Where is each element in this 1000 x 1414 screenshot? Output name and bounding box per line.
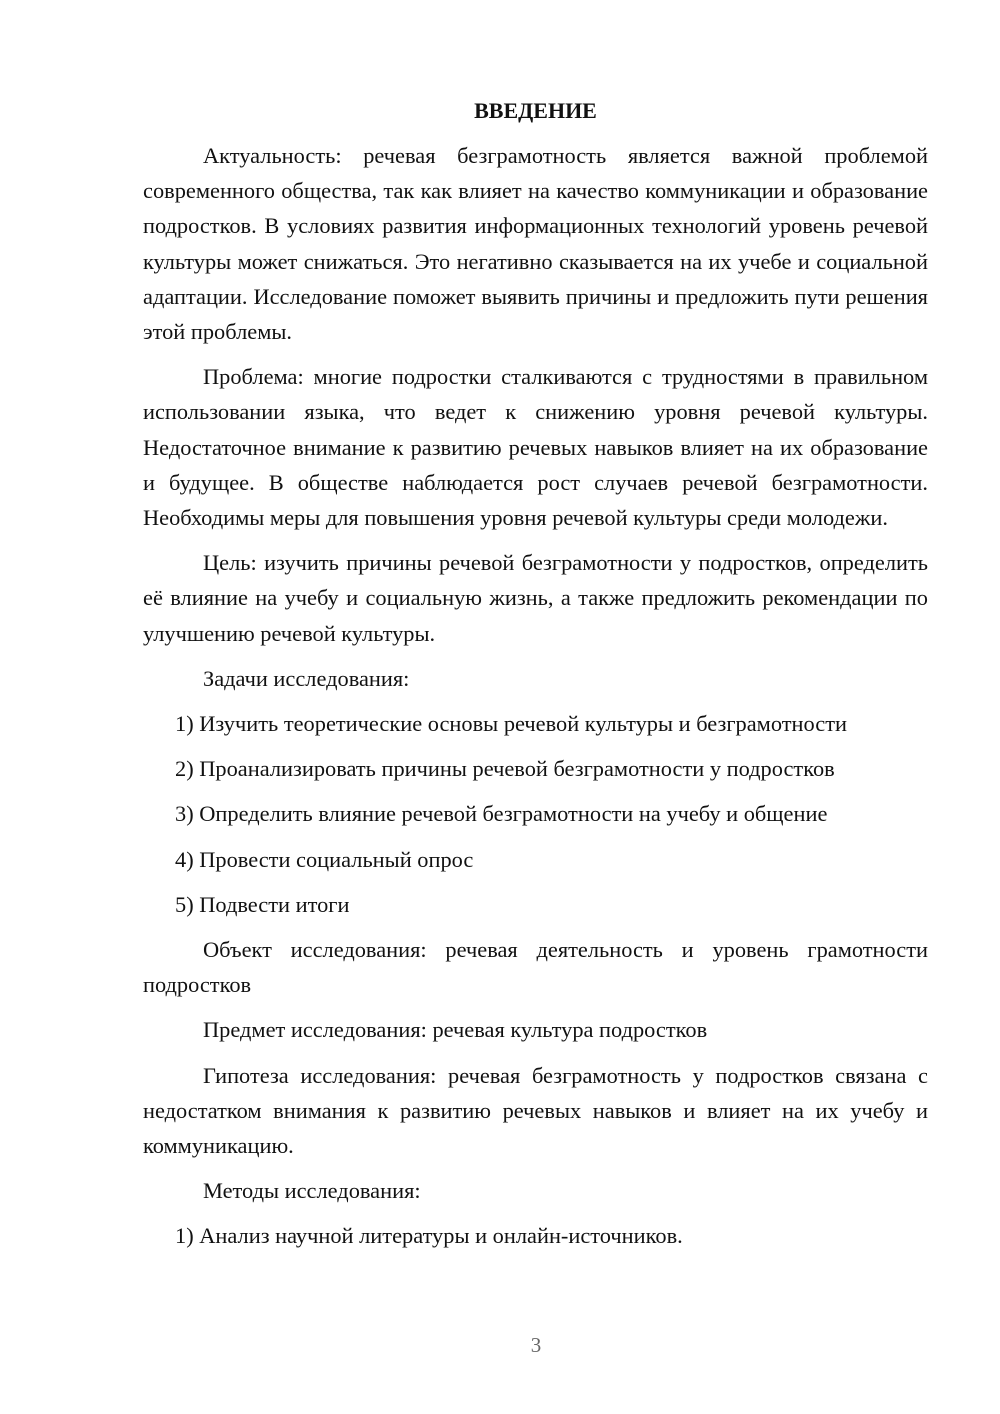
relevance-paragraph: Актуальность: речевая безграмотность является важной проблемой современного общества, так как влияет на качество коммуникации и образование подростков. В условиях развития информационных технологий уровень речевой культуры может снижаться. Это негативно сказывается на их учебе и социальной адаптации. Исследование поможет выявить причины и предложить пути решения этой проблемы. <box>143 143 928 345</box>
page-number: 3 <box>530 1333 542 1357</box>
page-content <box>143 93 928 1264</box>
subject-paragraph: Предмет исследования: речевая культура подростков <box>203 1017 708 1043</box>
method-item-1: 1) Анализ научной литературы и онлайн-источников. <box>175 1223 683 1249</box>
problem-paragraph: Проблема: многие подростки сталкиваются с трудностями в правильном использовании языка, что ведет к снижению уровня речевой культуры. Недостаточное внимание к развитию речевых навыков влияет на их образование и будущее. В обществе наблюдается рост случаев речевой безграмотности. Необходимы меры для повышения уровня речевой культуры среди молодежи. <box>143 364 928 531</box>
task-item-3: 3) Определить влияние речевой безграмотности на учебу и общение <box>175 801 828 827</box>
task-item-1: 1) Изучить теоретические основы речевой культуры и безграмотности <box>175 711 847 737</box>
goal-paragraph: Цель: изучить причины речевой безграмотности у подростков, определить её влияние на учебу и социальную жизнь, а также предложить рекомендации по улучшению речевой культуры. <box>143 550 928 646</box>
task-item-4: 4) Провести социальный опрос <box>175 846 474 872</box>
tasks-heading: Задачи исследования: <box>203 665 410 691</box>
task-item-5: 5) Подвести итоги <box>175 891 350 917</box>
section-title: ВВЕДЕНИЕ <box>474 98 597 123</box>
methods-heading: Методы исследования: <box>203 1178 421 1204</box>
hypothesis-paragraph: Гипотеза исследования: речевая безграмотность у подростков связана с недостатком внимания к развитию речевых навыков и влияет на их учебу и коммуникацию. <box>143 1062 928 1159</box>
task-item-2: 2) Проанализировать причины речевой безграмотности у подростков <box>175 756 835 782</box>
object-paragraph: Объект исследования: речевая деятельность и уровень грамотности подростков <box>143 937 928 998</box>
